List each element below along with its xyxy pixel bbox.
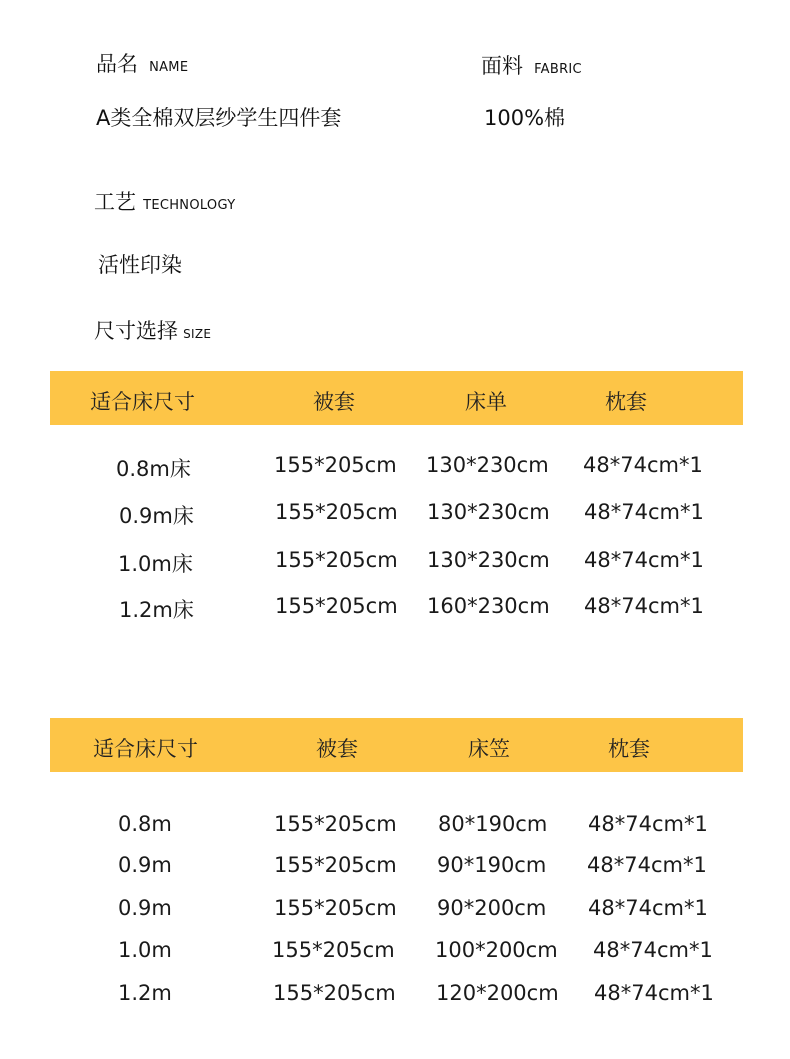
table-cell-fitted-sheet: 90*200cm xyxy=(437,896,547,920)
table-cell-duvet-cover: 155*205cm xyxy=(275,594,398,618)
table-cell-pillowcase: 48*74cm*1 xyxy=(593,938,713,962)
table-cell-pillowcase: 48*74cm*1 xyxy=(587,853,707,877)
table-cell-bed-sheet: 130*230cm xyxy=(427,500,550,524)
table-cell-duvet-cover: 155*205cm xyxy=(274,896,397,920)
table-1-header-bed-size: 适合床尺寸 xyxy=(90,390,195,414)
table-cell-bed-size: 1.0m床 xyxy=(118,552,193,576)
size-label-zh: 尺寸选择 xyxy=(94,319,178,343)
table-cell-pillowcase: 48*74cm*1 xyxy=(584,500,704,524)
table-cell-fitted-sheet: 90*190cm xyxy=(437,853,547,877)
technology-label-zh: 工艺 xyxy=(94,190,136,214)
table-cell-duvet-cover: 155*205cm xyxy=(275,548,398,572)
table-row xyxy=(0,500,790,530)
table-cell-bed-size: 1.0m xyxy=(118,938,172,962)
table-2-header-pillowcase: 枕套 xyxy=(608,737,650,761)
table-cell-bed-size: 0.9m xyxy=(118,853,172,877)
technology-value: 活性印染 xyxy=(98,253,182,277)
technology-label xyxy=(94,186,235,216)
table-cell-bed-sheet: 130*230cm xyxy=(427,548,550,572)
table-cell-pillowcase: 48*74cm*1 xyxy=(588,896,708,920)
table-cell-duvet-cover: 155*205cm xyxy=(272,938,395,962)
table-cell-duvet-cover: 155*205cm xyxy=(273,981,396,1005)
table-cell-pillowcase: 48*74cm*1 xyxy=(583,453,703,477)
table-cell-pillowcase: 48*74cm*1 xyxy=(594,981,714,1005)
table-cell-duvet-cover: 155*205cm xyxy=(274,853,397,877)
table-1-header-duvet-cover: 被套 xyxy=(313,390,355,414)
table-cell-duvet-cover: 155*205cm xyxy=(274,453,397,477)
table-row xyxy=(0,853,790,883)
table-row xyxy=(0,896,790,926)
table-cell-bed-size: 0.9m xyxy=(118,896,172,920)
table-row xyxy=(0,812,790,842)
table-row xyxy=(0,938,790,968)
name-value: A类全棉双层纱学生四件套 xyxy=(96,106,342,130)
table-row xyxy=(0,453,790,483)
table-row xyxy=(0,548,790,578)
table-cell-duvet-cover: 155*205cm xyxy=(275,500,398,524)
size-label xyxy=(94,315,211,345)
table-cell-bed-sheet: 130*230cm xyxy=(426,453,549,477)
fabric-label xyxy=(481,50,582,80)
table-cell-bed-size: 0.8m xyxy=(118,812,172,836)
size-label-en: SIZE xyxy=(183,327,212,341)
table-2-header-fitted-sheet: 床笠 xyxy=(468,737,510,761)
table-2-header-duvet-cover: 被套 xyxy=(316,737,358,761)
table-cell-fitted-sheet: 120*200cm xyxy=(436,981,559,1005)
name-label-zh: 品名 xyxy=(96,52,138,76)
name-label xyxy=(96,48,188,78)
table-cell-fitted-sheet: 80*190cm xyxy=(438,812,548,836)
table-cell-pillowcase: 48*74cm*1 xyxy=(588,812,708,836)
table-cell-bed-sheet: 160*230cm xyxy=(427,594,550,618)
fabric-label-en: FABRIC xyxy=(534,62,582,77)
table-cell-duvet-cover: 155*205cm xyxy=(274,812,397,836)
table-2-header-bed-size: 适合床尺寸 xyxy=(93,737,198,761)
table-cell-bed-size: 1.2m xyxy=(118,981,172,1005)
fabric-value: 100%棉 xyxy=(484,106,566,130)
table-cell-pillowcase: 48*74cm*1 xyxy=(584,594,704,618)
table-1-header-bed-sheet: 床单 xyxy=(465,390,507,414)
table-cell-pillowcase: 48*74cm*1 xyxy=(584,548,704,572)
name-label-en: NAME xyxy=(149,60,189,75)
fabric-label-zh: 面料 xyxy=(481,54,523,78)
table-cell-bed-size: 1.2m床 xyxy=(119,598,194,622)
table-cell-bed-size: 0.8m床 xyxy=(116,457,191,481)
table-cell-bed-size: 0.9m床 xyxy=(119,504,194,528)
table-cell-fitted-sheet: 100*200cm xyxy=(435,938,558,962)
table-1-header-pillowcase: 枕套 xyxy=(605,390,647,414)
table-row xyxy=(0,594,790,624)
technology-label-en: TECHNOLOGY xyxy=(143,198,236,213)
table-row xyxy=(0,981,790,1011)
